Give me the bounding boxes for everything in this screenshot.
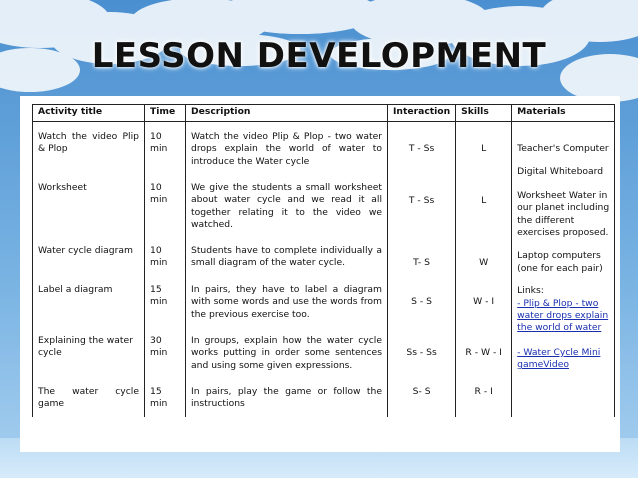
header-interaction: Interaction [388,105,456,122]
header-time: Time [145,105,186,122]
slide-title: LESSON DEVELOPMENT [91,36,547,76]
table-row [33,122,615,173]
time-cell: 10 min [145,235,186,274]
time-cell: 30 min [145,325,186,376]
time-cell: 15 min [145,274,186,325]
skills-cell: W - I [456,274,512,325]
material-item: Teacher's Computer [517,143,609,154]
description-cell: We give the students a small worksheet about water cycle and we read it all together relating it to the video we watched. [186,172,388,235]
material-item: Laptop computers (one for each pair) [517,250,603,274]
interaction-cell: T - Ss [388,122,456,173]
material-item: Worksheet Water in our planet including the different exercises proposed. [517,189,610,239]
skills-cell: L [456,172,512,235]
description-cell: In pairs, play the game or follow the instructions [186,376,388,417]
link-plip-plop[interactable]: - Plip & Plop - two water drops explain the world of water [517,297,609,334]
time-cell: 15 min [145,376,186,417]
header-materials: Materials [512,105,615,122]
skills-cell: R - W - I [456,325,512,376]
activity-title-cell: Label a diagram [33,274,145,325]
description-cell: Students have to complete individually a small diagram of the water cycle. [186,235,388,274]
header-activity-title: Activity title [33,105,145,122]
description-cell: In groups, explain how the water cycle works putting in order some sentences and using some given expressions. [186,325,388,376]
activity-title-cell: Watch the video Plip & Plop [33,122,145,173]
link-water-cycle-game[interactable]: - Water Cycle Mini gameVideo [517,346,601,371]
header-skills: Skills [456,105,512,122]
activity-title-cell: Explaining the water cycle [33,325,145,376]
lesson-table [32,104,615,417]
interaction-cell: T- S [388,235,456,274]
material-item: Digital Whiteboard [517,166,604,178]
links-label: Links: [517,285,544,297]
interaction-cell: T - Ss [388,172,456,235]
materials-cell [512,122,615,418]
interaction-cell: Ss - Ss [388,325,456,376]
interaction-cell: S- S [388,376,456,417]
description-cell: Watch the video Plip & Plop - two water drops explain the world of water to introduce the Water cycle [186,122,388,173]
activity-title-cell: The water cycle game [33,376,145,417]
table-header-row [33,105,615,122]
skills-cell: W [456,235,512,274]
header-description: Description [186,105,388,122]
interaction-cell: S - S [388,274,456,325]
time-cell: 10 min [145,172,186,235]
activity-title-cell: Worksheet [33,172,145,235]
skills-cell: R - I [456,376,512,417]
time-cell: 10 min [145,122,186,173]
skills-cell: L [456,122,512,173]
activity-title-cell: Water cycle diagram [33,235,145,274]
description-cell: In pairs, they have to label a diagram with some words and use the words from the previous exercise too. [186,274,388,325]
